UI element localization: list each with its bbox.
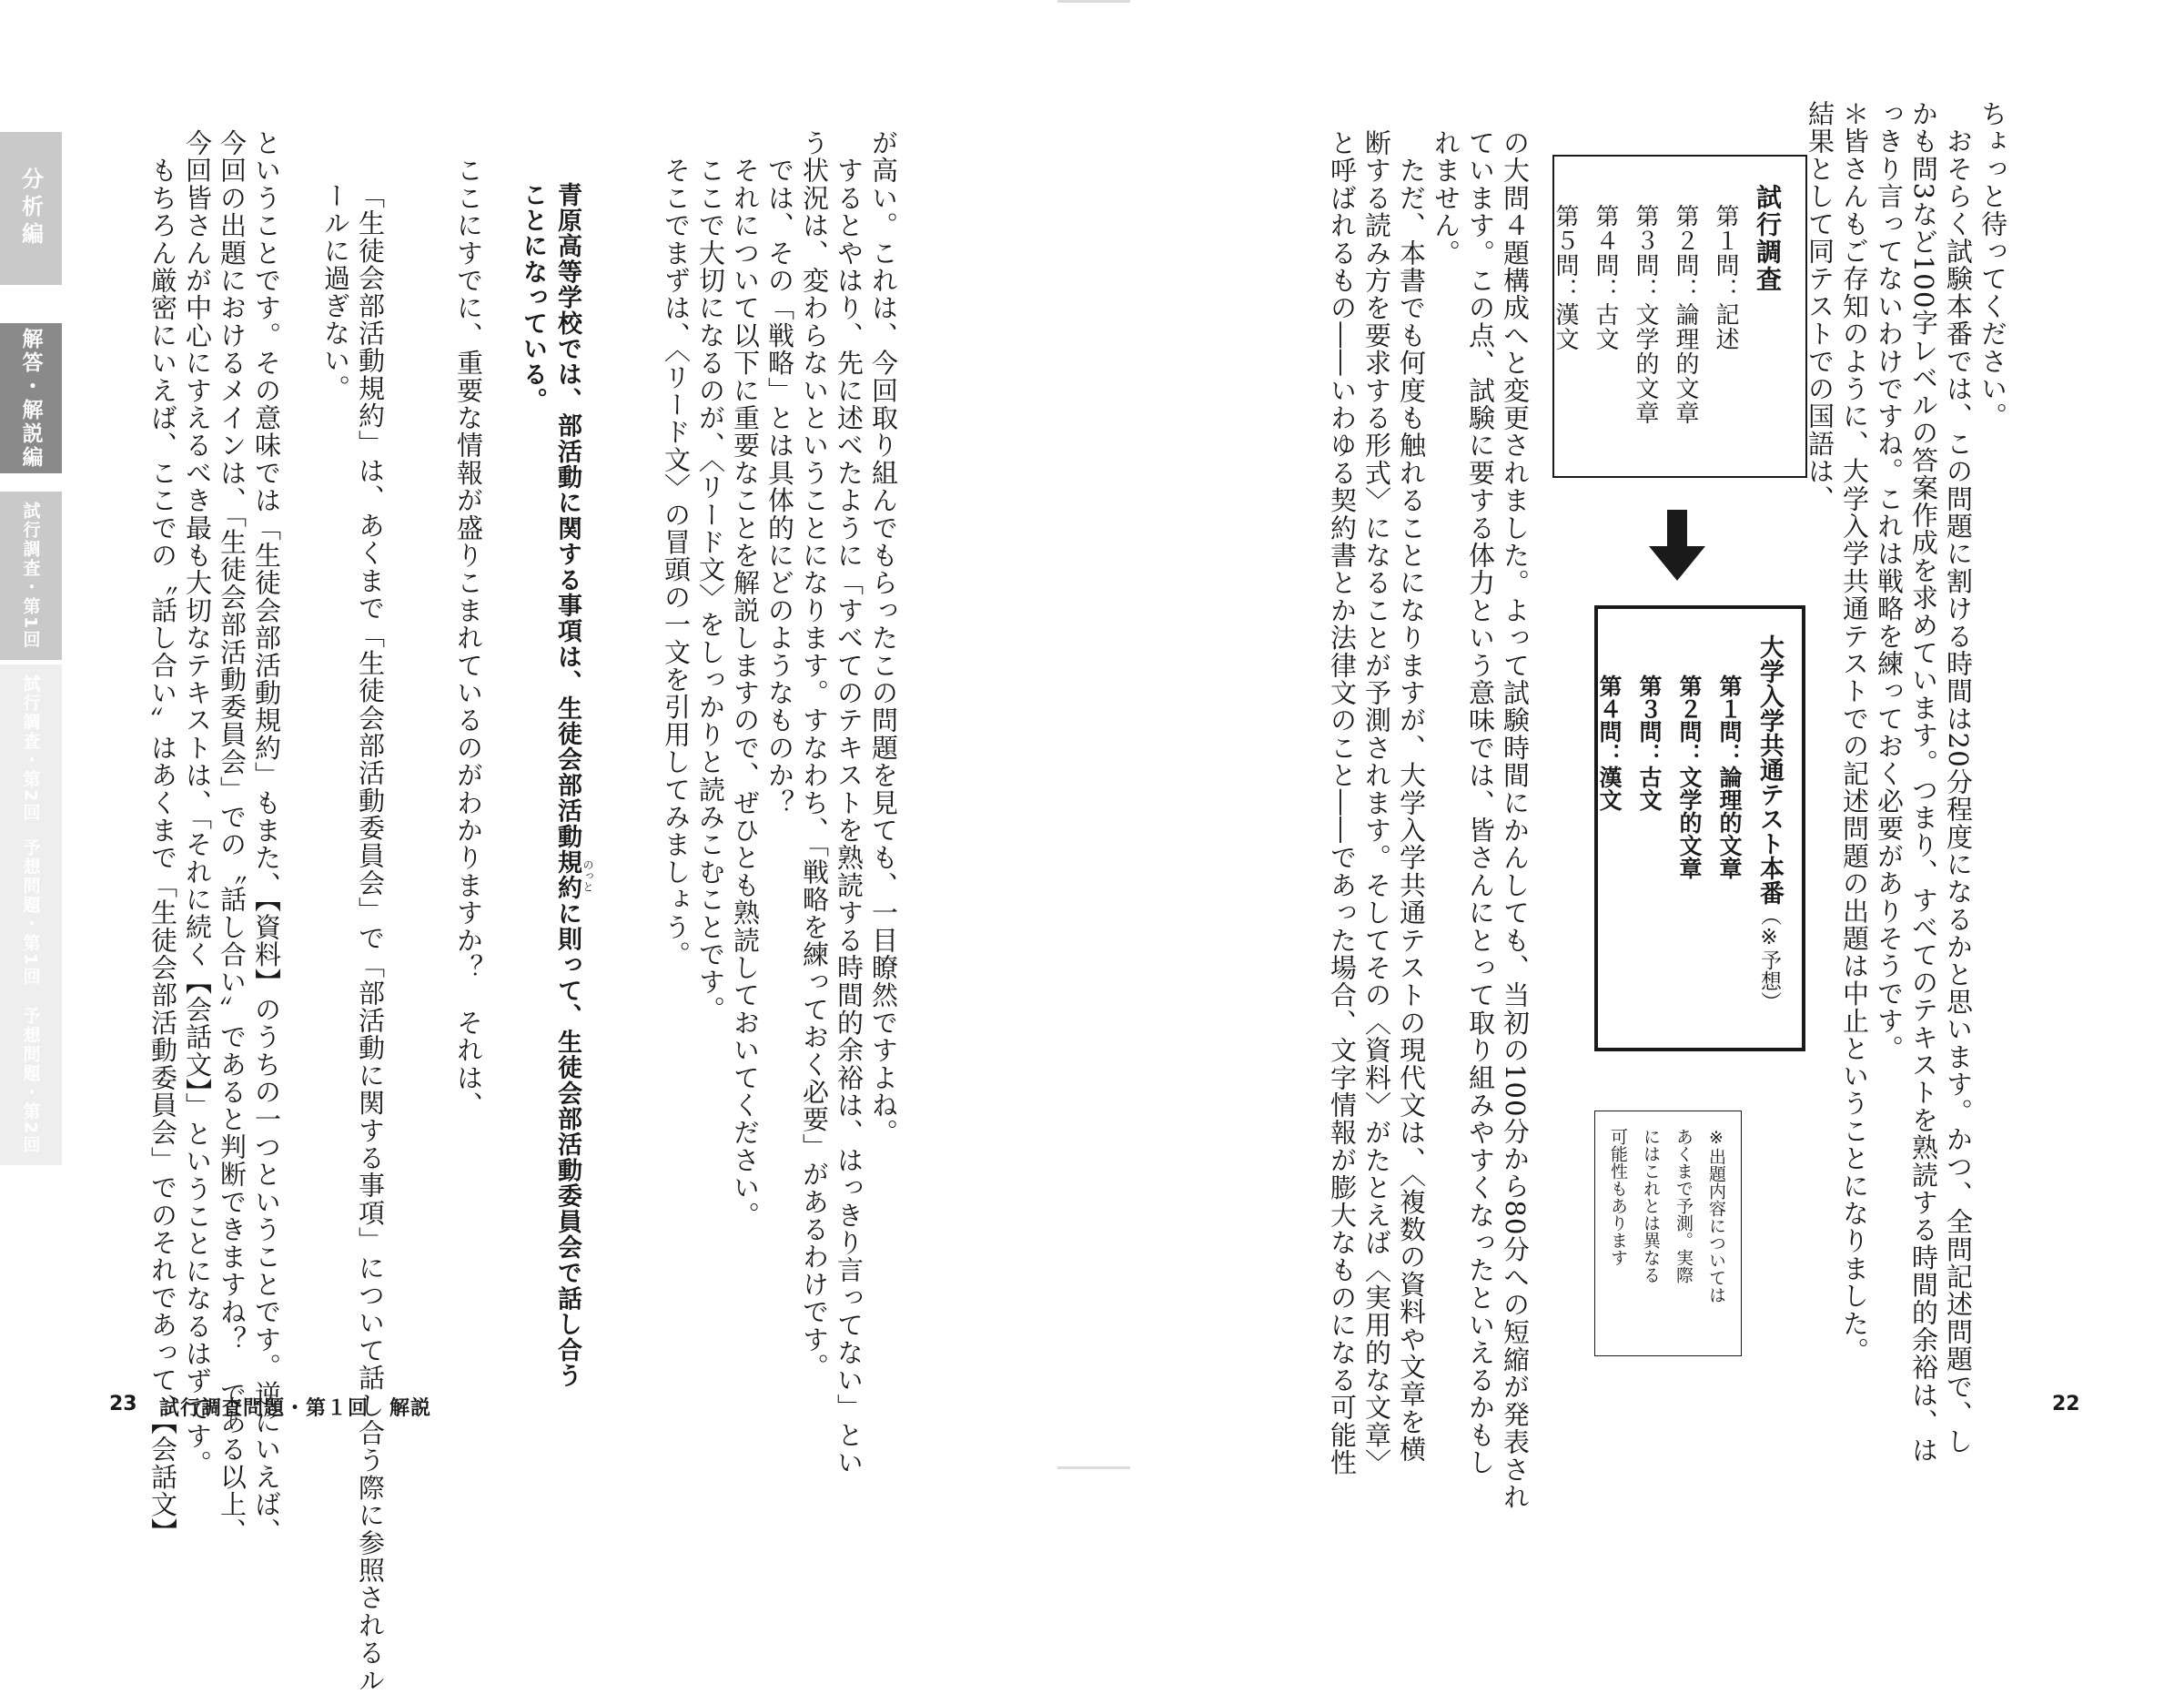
side-tab-analysis[interactable] (0, 132, 62, 285)
text-column: 断する読み方を要求する形式〉になることが予測されます。そしてその〈資料〉がたとえば〈実用的な文章〉 (1361, 129, 1392, 1476)
quoted-lead-text: 青原高等学校では、部活動に関する事項は、生徒会部活動規約に則って、生徒会部活動委員会で話し合う (553, 182, 581, 1389)
trial-survey-title: 試行調査 (1753, 184, 1783, 293)
text-column: おそらく試験本番では、この問題に割ける時間は20分程度になるかと思います。かつ、全問記述問題で、し (1943, 100, 1974, 1456)
text-column: ＊皆さんもご存知のように、大学入学共通テストでの記述問題の出題は中止ということになりました。 (1839, 100, 1870, 1365)
footer-title: 試行調査問題・第１回 解説 (159, 1397, 432, 1420)
gutter-mark-bottom (1057, 1466, 1130, 1469)
side-tab-trial-2[interactable] (0, 664, 62, 833)
side-tab-label: 解答・解説編 (18, 327, 43, 470)
side-tab-forecast-2[interactable] (0, 997, 62, 1165)
text-column: 結果として同テストでの国語は、 (1805, 100, 1835, 512)
text-column: ちょっと待ってください。 (1977, 100, 2008, 431)
side-tab-forecast-1[interactable] (0, 828, 62, 997)
list-item: 第２問：文学的文章 (1676, 675, 1703, 879)
page-number-right: 22 (2052, 1393, 2080, 1415)
text-column: 今回皆さんが中心にすえるべき最も大切なテキストは、「それに続く【会話文】」ということになるはずです。 (182, 129, 213, 1477)
text-column: ということです。その意味では「生徒会部活動規約」もまた、【資料】のうちの一つということです。逆にいえば、 (251, 129, 282, 1546)
gutter-mark-top (1057, 0, 1130, 3)
side-tab-label: 試行調査・第1回 (20, 502, 41, 650)
list-item: 第１問：記述 (1712, 204, 1739, 351)
list-item: 第５問：漢文 (1552, 204, 1579, 351)
text-column: ここにすでに、重要な情報が盛りこまれているのがわかりますか？ それは、 (453, 129, 484, 1120)
ruby-reading: のっと (581, 859, 594, 892)
page-number-left: 23 (109, 1393, 137, 1415)
list-item: 第３問：古文 (1636, 675, 1663, 811)
text-column: ただ、本書でも何度も触れることになりますが、大学入学共通テストの現代文は、〈複数の資料や文章を横 (1396, 129, 1427, 1464)
common-test-box (1594, 605, 1805, 1051)
list-item: 第３問：文学的文章 (1632, 204, 1659, 425)
text-column: が高い。これは、今回取り組んでもらったこの問題を見ても、一目瞭然ですよね。 (868, 129, 899, 1147)
text-column: かも問3など100字レベルの答案作成を求めています。つまり、すべてのテキストを熟読する時間的余裕は、は (1908, 100, 1939, 1465)
arrow-down-icon (1649, 510, 1705, 583)
text-column: う状況は、変わらないということになります。すなわち、「戦略を練っておく必要」があるわけです。 (799, 129, 830, 1381)
text-column: もちろん厳密にいえば、ここでの〝話し合い〟はあくまで「生徒会部活動委員会」でのそれであって、【会話文】 (147, 129, 178, 1546)
quoted-rule-text: 「生徒会部活動規約」は、あくまで「生徒会部活動委員会」で「部活動に関する事項」について話し合う際に参照されるル (355, 182, 386, 1694)
side-tab-answers[interactable] (0, 323, 62, 473)
side-tab-label: 予想問題・第1回 (20, 838, 41, 987)
note-line: ※出題内容については (1706, 1128, 1726, 1303)
note-line: にはこれとは異なる (1641, 1128, 1661, 1283)
side-tab-trial-1[interactable] (0, 492, 62, 660)
note-line: 可能性もあります (1608, 1128, 1628, 1266)
list-item: 第４問：漢文 (1596, 675, 1623, 811)
text-column: っきり言ってないわけですね。これは戦略を練っておく必要がありそうです。 (1874, 100, 1905, 1062)
list-item: 第４問：古文 (1592, 204, 1619, 351)
text-column: の大問４題構成へと変更されました。よって試験時間にかんしても、当初の100分から80分への短縮が発表され (1500, 129, 1531, 1511)
note-line: あくまで予測。実際 (1673, 1128, 1694, 1283)
text-column: そこでまずは、〈リード文〉の冒頭の一文を引用してみましょう。 (661, 129, 692, 969)
quoted-lead-text: ことになっている。 (519, 182, 547, 413)
side-tab-label: 分析編 (17, 167, 44, 249)
text-column: ここで大切になるのが、〈リード文〉をしっかりと読みこむことです。 (695, 129, 726, 1024)
text-column: それについて以下に重要なことを解説しますので、ぜひとも熟読しておいてください。 (730, 129, 761, 1229)
text-column: れません。 (1431, 129, 1461, 267)
text-column: ています。この点、試験に要する体力という意味では、皆さんにとって取り組みやすくなったといえるかもし (1465, 129, 1496, 1476)
text-column: では、その「戦略」とは具体的にどのようなものか？ (764, 129, 795, 817)
text-column: するとやはり、先に述べたように「すべてのテキストを熟読する時間的余裕は、はっきり言ってない」とい (834, 129, 864, 1476)
text-column: 今回の出題におけるメインは、「生徒会部活動委員会」での〝話し合い〟であると判断できますね？ である以上、 (217, 129, 248, 1546)
note-box (1594, 1111, 1742, 1356)
list-item: 第１問：論理的文章 (1716, 675, 1743, 879)
prediction-note: （※予想） (1757, 905, 1781, 1012)
side-tab-label: 試行調査・第2回 (20, 675, 41, 823)
list-item: 第２問：論理的文章 (1672, 204, 1699, 425)
quoted-rule-text: ールに過ぎない。 (320, 182, 351, 402)
trial-survey-box (1552, 155, 1807, 478)
text-column: と呼ばれるもの――いわゆる契約書とか法律文のこと――であった場合、文字情報が膨大なものになる可能性 (1327, 129, 1358, 1476)
common-test-title: 大学入学共通テスト本番（※予想） (1755, 634, 1784, 1012)
side-tab-label: 予想問題・第2回 (20, 1007, 41, 1155)
